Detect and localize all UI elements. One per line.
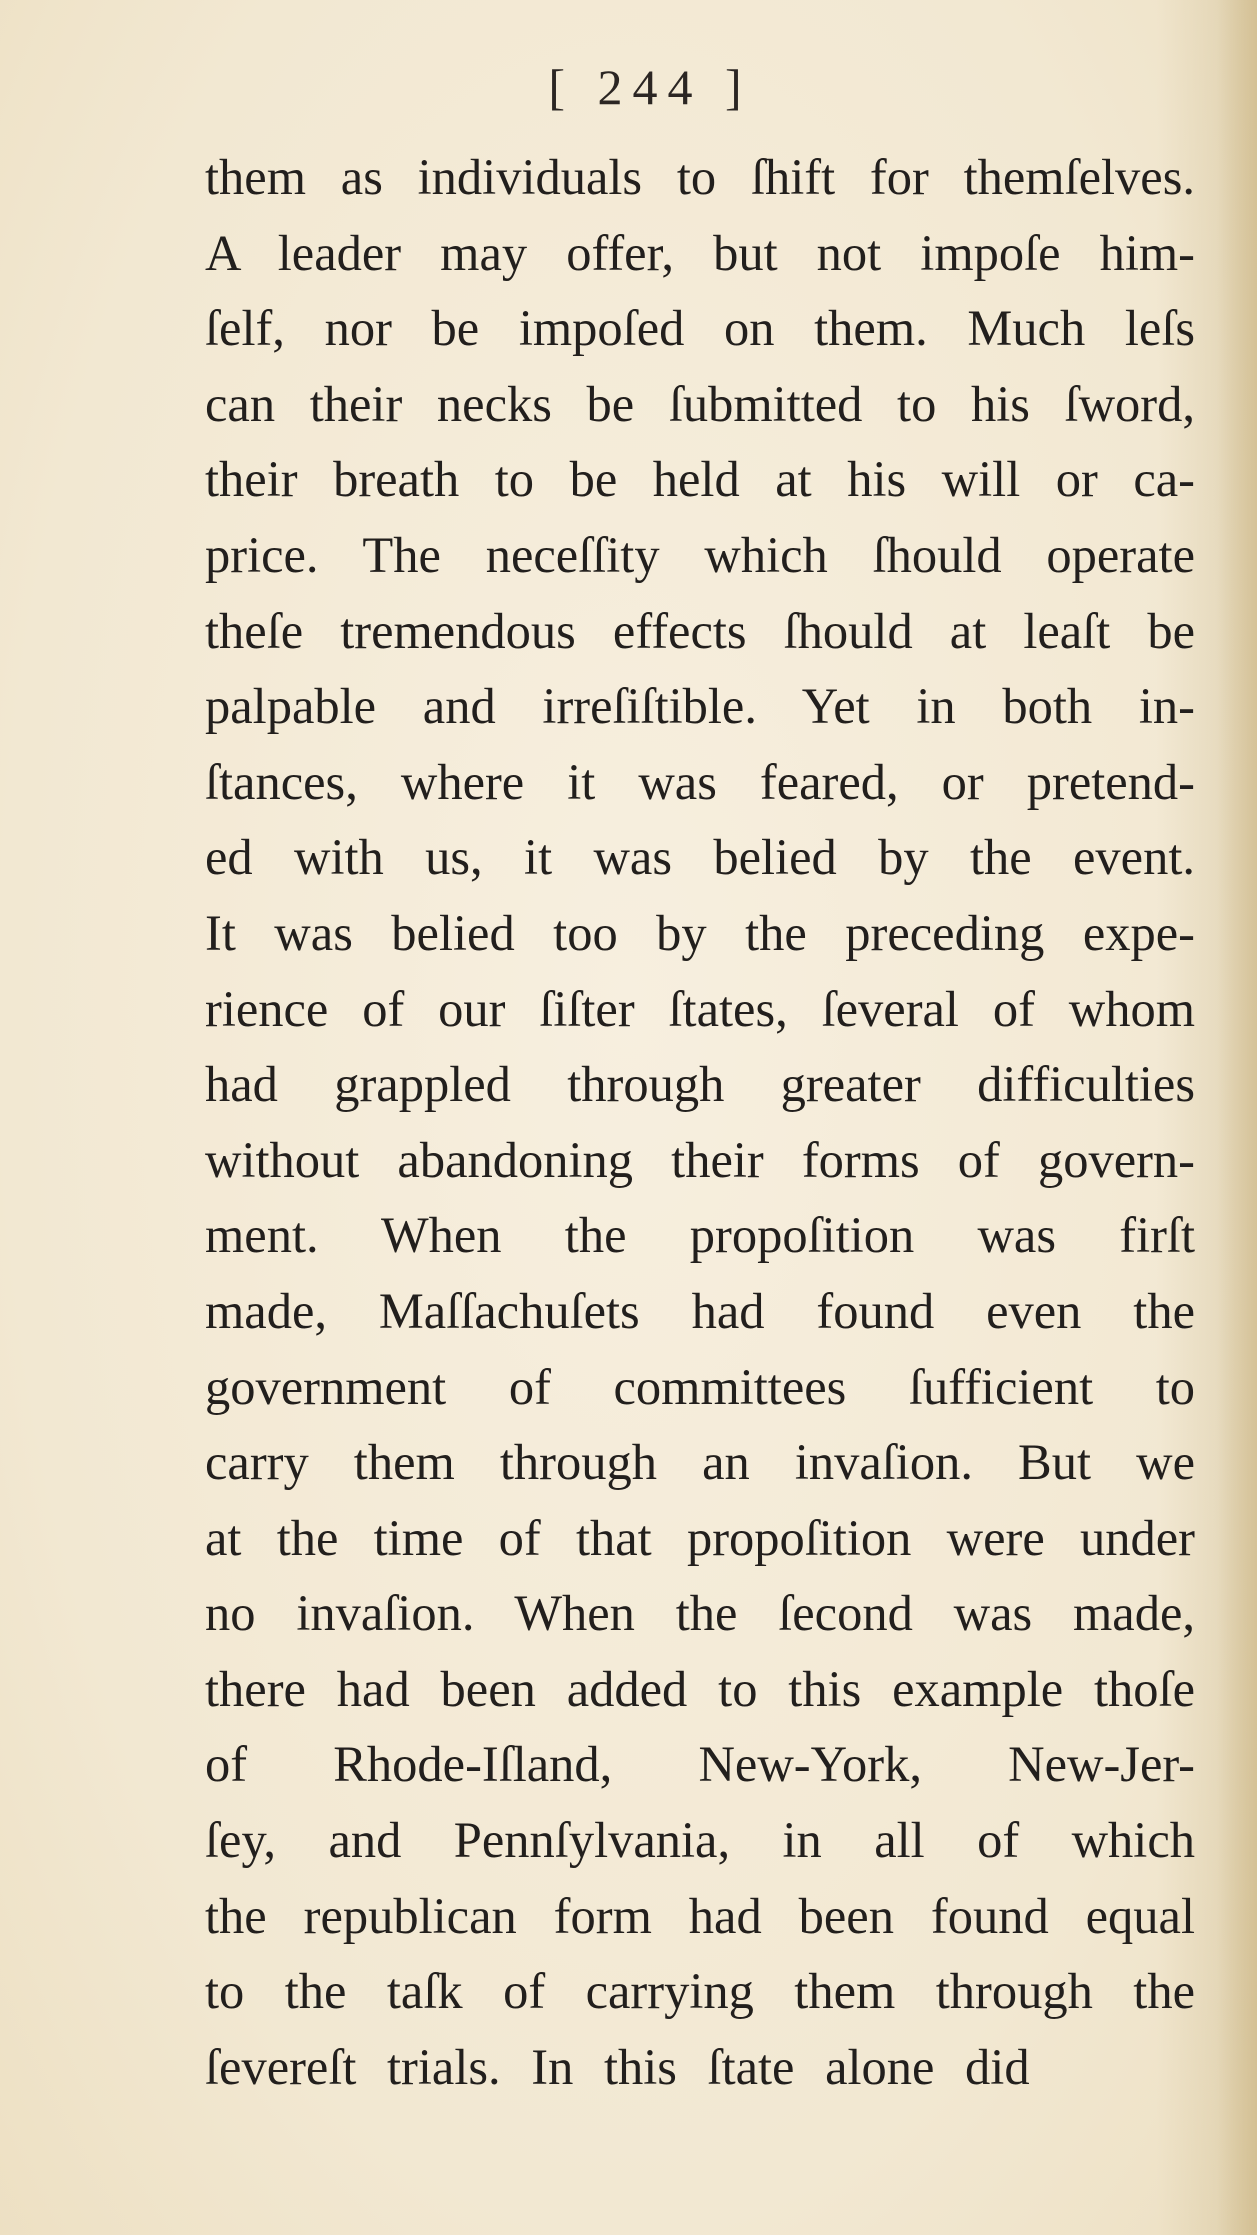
text-line: ſelf, nor be impoſed on them. Much leſs xyxy=(205,300,1195,357)
text-line: no invaſion. When the ſecond was made, xyxy=(205,1585,1195,1642)
text-line: price. The neceſſity which ſhould operate xyxy=(205,526,1195,583)
text-line: rience of our ſiſter ſtates, ſeveral of whom xyxy=(205,980,1195,1037)
page-edge-shadow xyxy=(1217,0,1257,2235)
text-line: the republican form had been found equal xyxy=(205,1887,1195,1944)
text-line: ment. When the propoſition was firſt xyxy=(205,1207,1195,1264)
text-line: ſey, and Pennſylvania, in all of which xyxy=(205,1812,1195,1869)
text-line: carry them through an invaſion. But we xyxy=(205,1434,1195,1491)
text-line: without abandoning their forms of govern- xyxy=(205,1131,1195,1188)
text-line: them as individuals to ſhift for themſelves. xyxy=(205,149,1195,205)
text-line: had grappled through greater difficulties xyxy=(205,1056,1195,1113)
text-line: their breath to be held at his will or ca- xyxy=(205,451,1195,508)
text-line: there had been added to this example thoſe xyxy=(205,1660,1195,1717)
text-line: at the time of that propoſition were under xyxy=(205,1509,1195,1566)
body-text xyxy=(205,140,1195,2105)
text-line: A leader may offer, but not impoſe him- xyxy=(205,224,1195,281)
text-line: It was belied too by the preceding expe- xyxy=(205,904,1195,961)
text-line: government of committees ſufficient to xyxy=(205,1358,1195,1415)
text-line: palpable and irreſiſtible. Yet in both in- xyxy=(205,678,1195,735)
text-line: ſtances, where it was feared, or pretend- xyxy=(205,753,1195,810)
text-line: made, Maſſachuſets had found even the xyxy=(205,1282,1195,1339)
text-line: of Rhode-Iſland, New-York, New-Jer- xyxy=(205,1736,1195,1793)
text-line: ſevereſt trials. In this ſtate alone did xyxy=(205,2038,1030,2095)
text-line: can their necks be ſubmitted to his ſword, xyxy=(205,375,1195,432)
text-line: ed with us, it was belied by the event. xyxy=(205,829,1195,886)
text-line: to the taſk of carrying them through the xyxy=(205,1963,1195,2020)
page-number: [ 244 ] xyxy=(548,59,752,115)
text-line: theſe tremendous effects ſhould at leaſt be xyxy=(205,602,1195,659)
